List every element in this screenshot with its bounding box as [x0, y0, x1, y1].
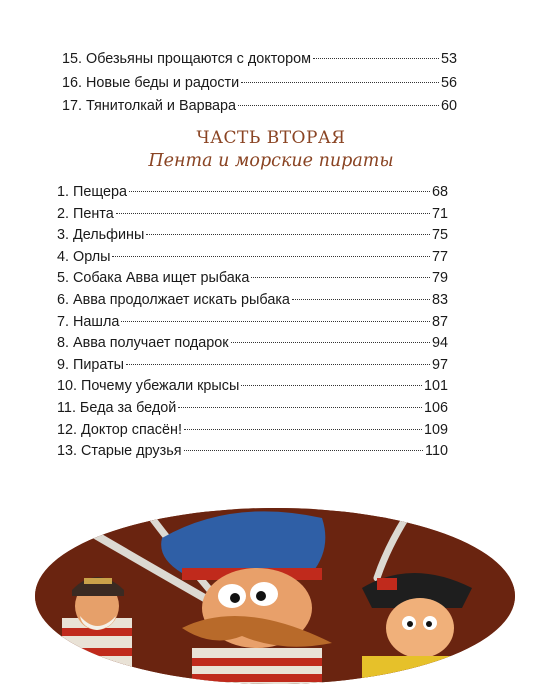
- toc-entry-title: 8. Авва получает подарок: [57, 335, 229, 352]
- toc-entry: [57, 247, 448, 269]
- pirates-illustration-icon: [32, 478, 518, 688]
- dot-leader: [313, 58, 439, 59]
- toc-entry-page: 87: [431, 313, 448, 330]
- toc-entry-title: 2. Пента: [57, 205, 114, 222]
- toc-entry: [57, 355, 448, 377]
- toc-entry-page: 83: [431, 291, 448, 308]
- toc-entry-title: 17. Тянитолкай и Варвара: [62, 98, 237, 115]
- dot-leader: [238, 105, 439, 106]
- toc-entry: [57, 182, 448, 204]
- toc-entry-page: 106: [423, 399, 448, 416]
- toc-entry-page: 71: [431, 205, 448, 222]
- dot-leader: [251, 277, 430, 278]
- toc-entry: [57, 441, 448, 463]
- toc-entry: [57, 312, 448, 334]
- part-heading: ЧАСТЬ ВТОРАЯ: [196, 128, 346, 148]
- toc-entry-page: 68: [431, 184, 448, 200]
- dot-leader: [116, 213, 430, 214]
- dot-leader: [241, 82, 439, 83]
- toc-entry-title: 3. Дельфины: [57, 227, 145, 244]
- toc-entry-title: 5. Собака Авва ищет рыбака: [57, 270, 250, 287]
- dot-leader: [126, 364, 430, 365]
- toc-entry-title: 6. Авва продолжает искать рыбака: [57, 291, 290, 308]
- toc-entry-page: 56: [440, 74, 457, 91]
- toc-entry: [62, 72, 457, 96]
- dot-leader: [146, 234, 430, 235]
- toc-entry-title: 12. Доктор спасён!: [57, 421, 182, 438]
- toc-entry-page: 109: [423, 421, 448, 438]
- toc-entry: [57, 290, 448, 312]
- toc-entry: [57, 398, 448, 420]
- toc-entry-title: 1. Пещера: [57, 184, 128, 200]
- dot-leader: [292, 299, 430, 300]
- toc-entry-title: 13. Старые друзья: [57, 443, 182, 460]
- toc-entry-title: 9. Пираты: [57, 356, 125, 373]
- toc-entry-title: 4. Орлы: [57, 248, 111, 265]
- toc-entry: [57, 268, 448, 290]
- toc-part-one-end: [62, 48, 457, 119]
- toc-entry: [57, 333, 448, 355]
- toc-entry-title: 7. Нашла: [57, 313, 120, 330]
- toc-entry: [57, 204, 448, 226]
- toc-entry-title: 10. Почему убежали крысы: [57, 378, 240, 395]
- toc-entry-page: 97: [431, 356, 448, 373]
- dot-leader: [121, 321, 430, 322]
- toc-entry-page: 110: [425, 443, 448, 460]
- toc-entry-page: 60: [440, 98, 457, 115]
- toc-part-two: [57, 182, 448, 463]
- dot-leader: [178, 407, 422, 408]
- dot-leader: [184, 429, 422, 430]
- toc-entry: [62, 95, 457, 119]
- dot-leader: [129, 191, 430, 192]
- toc-entry-page: 53: [440, 51, 457, 67]
- part-subheading: Пента и морские пираты: [148, 151, 394, 171]
- dot-leader: [231, 342, 430, 343]
- toc-entry-page: 94: [431, 335, 448, 352]
- toc-entry-page: 77: [431, 248, 448, 265]
- left-pirate: [62, 577, 132, 688]
- dot-leader: [241, 385, 422, 386]
- toc-entry: [57, 420, 448, 442]
- toc-entry: [57, 225, 448, 247]
- toc-entry: [57, 376, 448, 398]
- toc-entry: [62, 48, 457, 72]
- dot-leader: [184, 450, 424, 451]
- toc-entry-page: 101: [423, 378, 448, 395]
- toc-entry-title: 16. Новые беды и радости: [62, 74, 240, 91]
- toc-entry-page: 75: [431, 227, 448, 244]
- dot-leader: [112, 256, 430, 257]
- toc-entry-page: 79: [431, 270, 448, 287]
- toc-entry-title: 11. Беда за бедой: [57, 399, 177, 416]
- toc-entry-title: 15. Обезьяны прощаются с доктором: [62, 51, 312, 67]
